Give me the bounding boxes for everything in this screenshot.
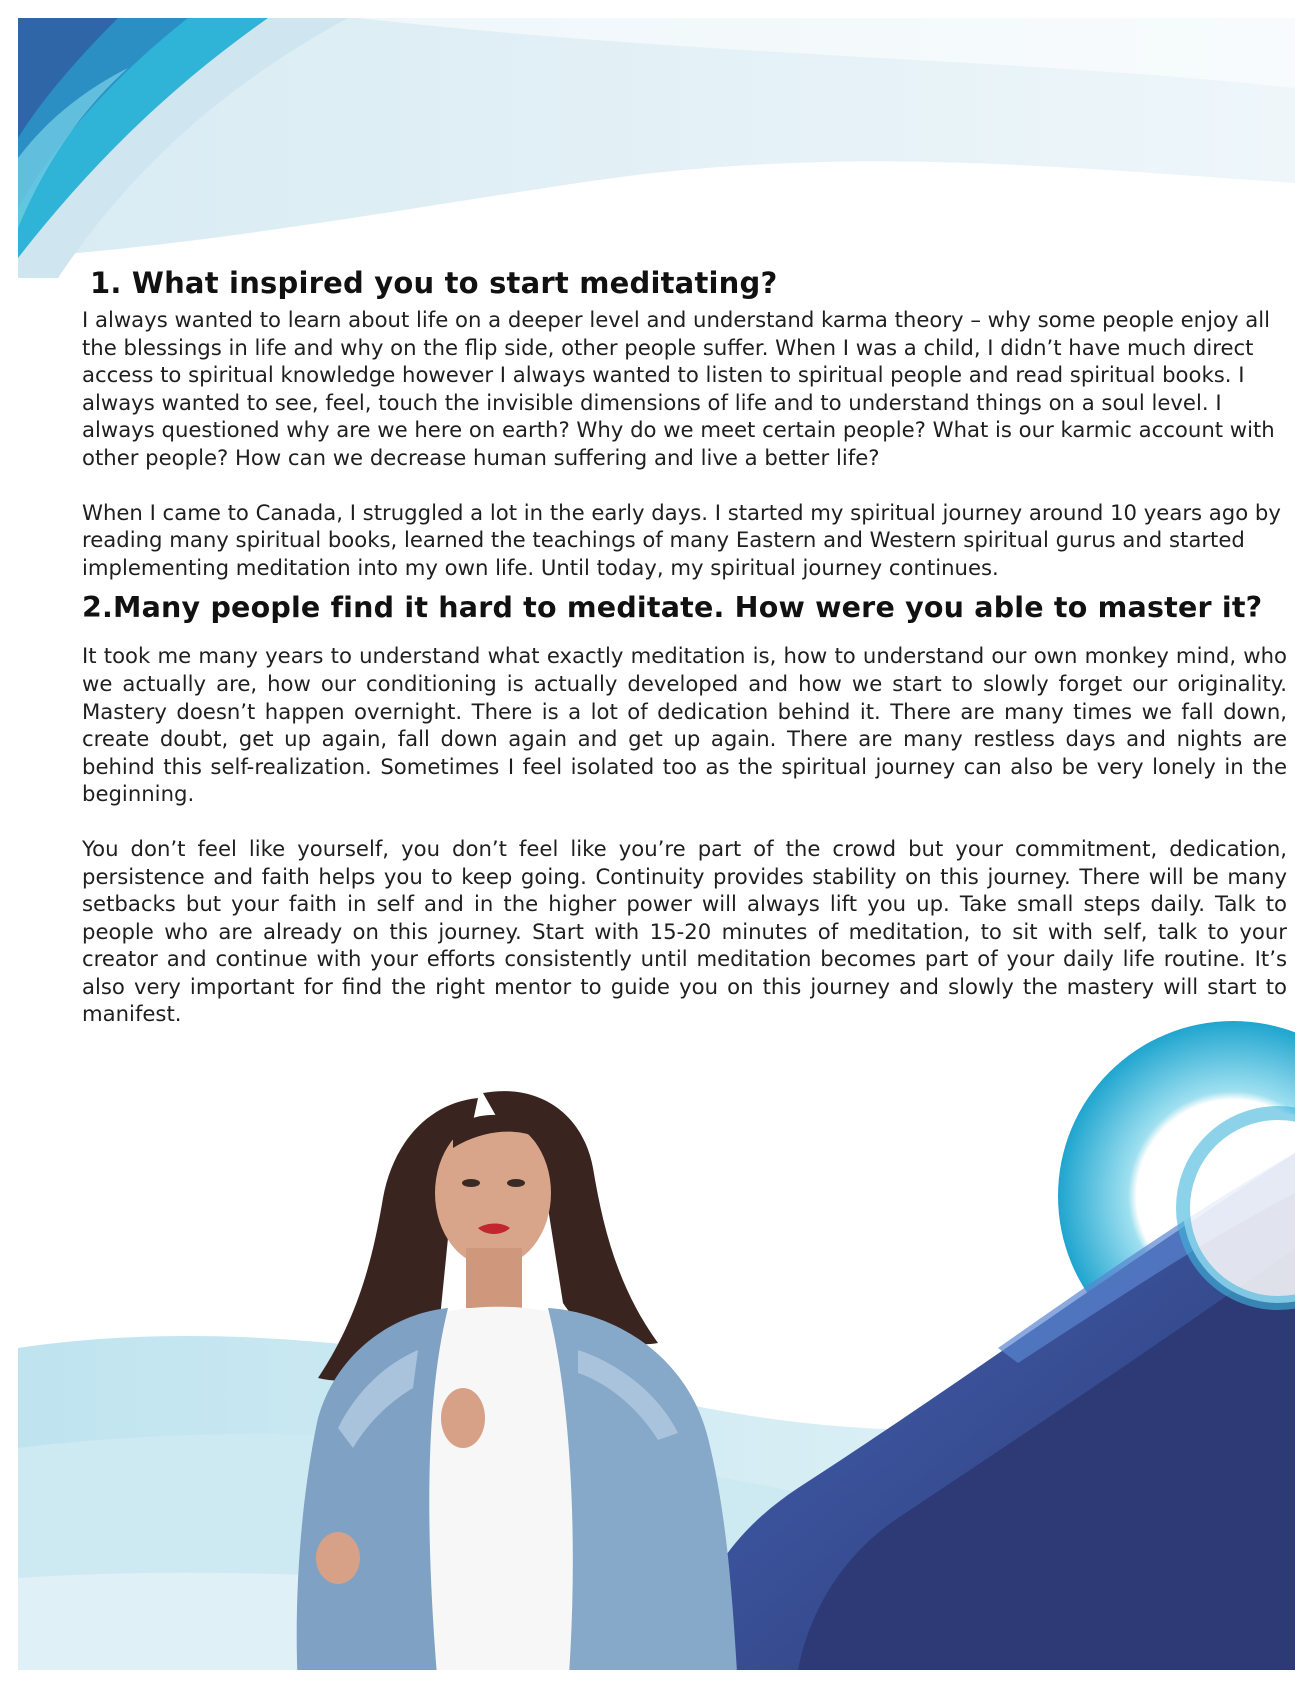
answer-1-paragraph-2: When I came to Canada, I struggled a lot in the early days. I started my spiritual journey around 10 years ago by reading many spiritual books, learned the teachings of many Eastern and Western spiritual gurus and started implementing meditation into my own life. Until today, my spiritual journey continues.	[82, 499, 1281, 580]
question-1-heading: 1. What inspired you to start meditating?	[90, 266, 778, 300]
interview-content	[82, 266, 1287, 1028]
answer-2-paragraph-1: It took me many years to understand what exactly meditation is, how to understand our own monkey mind, who we actually are, how our conditioning is actually developed and how we start to slowly forget our originality. Mastery doesn’t happen overnight. There is a lot of dedication behind it. There are many times we fall down, create doubt, get up again, fall down again and get up again. There are many restless days and nights are behind this self-realization. Sometimes I feel isolated too as the spiritual journey can also be very lonely in the beginning.	[82, 643, 1287, 807]
answer-2-paragraph-2: You don’t feel like yourself, you don’t feel like you’re part of the crowd but your commitment, dedication, persistence and faith helps you to keep going. Continuity provides stability on this journey. There will be many setbacks but your faith in self and in the higher power will always lift you up. Take small steps daily. Talk to people who are already on this journey. Start with 15-20 minutes of meditation, to sit with self, talk to your creator and continue with your efforts consistently until meditation becomes part of your daily life routine. It’s also very important for find the right mentor to guide you on this journey and slowly the mastery will start to manifest.	[82, 835, 1287, 1027]
portrait-photo	[278, 1088, 798, 1670]
answer-1-paragraph-1: I always wanted to learn about life on a deeper level and understand karma theory – why some people enjoy all the blessings in life and why on the flip side, other people suffer. When I was a child, I didn’t have much direct access to spiritual knowledge however I always wanted to listen to spiritual people and read spiritual books. I always wanted to see, feel, touch the invisible dimensions of life and to understand things on a soul level. I always questioned why are we here on earth? Why do we meet certain people? What is our karmic account with other people? How can we decrease human suffering and live a better life?	[82, 307, 1275, 470]
question-2-heading: 2.Many people find it hard to meditate. How were you able to master it?	[82, 591, 1263, 625]
magazine-page	[18, 18, 1295, 1670]
